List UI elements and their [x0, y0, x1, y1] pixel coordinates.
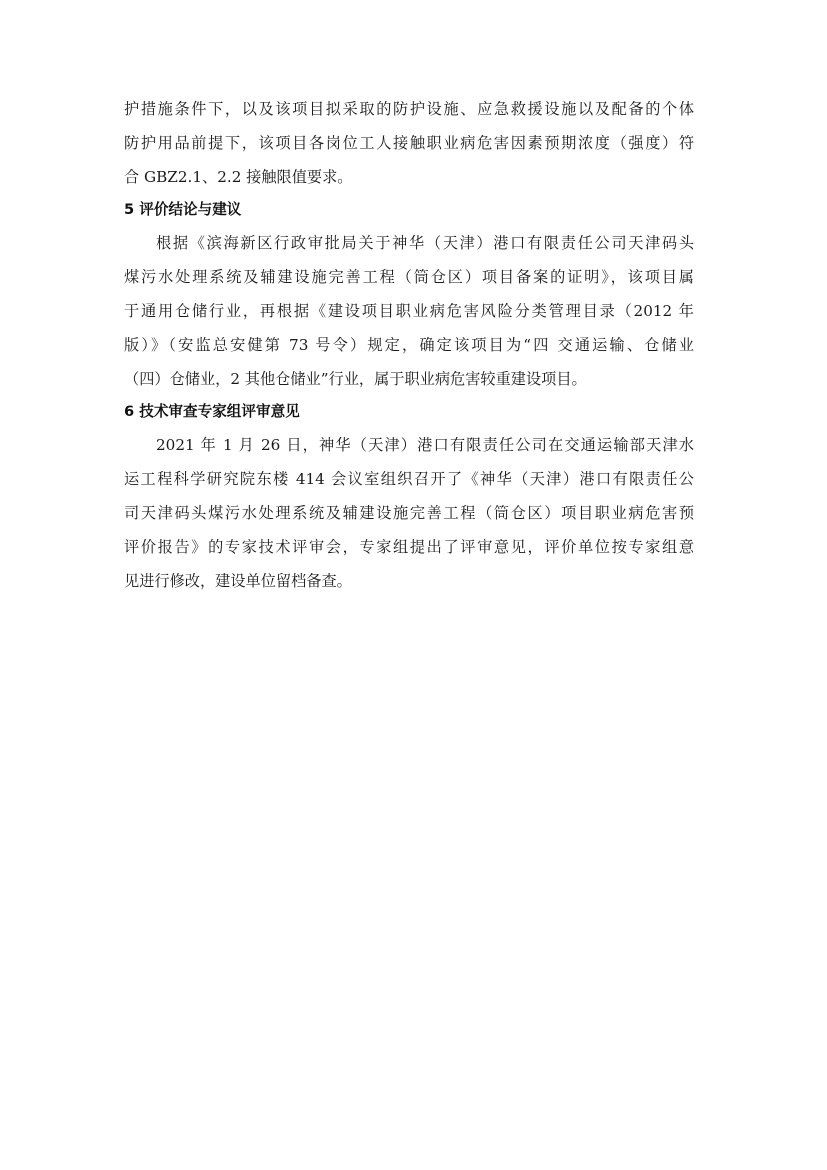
text-line: 运工程科学研究院东楼 414 会议室组织召开了《神华（天津）港口有限责任公 — [124, 470, 694, 488]
text-line: 煤污水处理系统及辅建设施完善工程（筒仓区）项目备案的证明》，该项目属 — [124, 268, 694, 286]
section-evaluation-conclusion — [124, 194, 694, 396]
text-line: 见进行修改，建设单位留档备查。 — [124, 572, 352, 590]
text-line: 防护用品前提下，该项目各岗位工人接触职业病危害因素预期浓度（强度）符 — [124, 134, 694, 152]
section-expert-review — [124, 396, 694, 598]
text-line: 合 GBZ2.1、2.2 接触限值要求。 — [124, 168, 353, 186]
text-line: （四）仓储业，2 其他仓储业”行业，属于职业病危害较重建设项目。 — [124, 370, 587, 388]
section-heading: 5 评价结论与建议 — [124, 201, 242, 218]
document-body — [124, 92, 694, 598]
text-line: 版）》（安监总安健第 73 号令）规定，确定该项目为“四 交通运输、仓储业 — [124, 336, 694, 354]
text-line: 于通用仓储行业，再根据《建设项目职业病危害风险分类管理目录（2012 年 — [124, 302, 694, 320]
text-line: 评价报告》的专家技术评审会，专家组提出了评审意见，评价单位按专家组意 — [124, 538, 694, 556]
text-line: 2021 年 1 月 26 日，神华（天津）港口有限责任公司在交通运输部天津水 — [156, 436, 694, 454]
text-line: 司天津码头煤污水处理系统及辅建设施完善工程（筒仓区）项目职业病危害预 — [124, 504, 694, 522]
paragraph-continued — [124, 92, 694, 194]
section-heading: 6 技术审查专家组评审意见 — [124, 403, 300, 420]
text-line: 根据《滨海新区行政审批局关于神华（天津）港口有限责任公司天津码头 — [156, 234, 694, 252]
text-line: 护措施条件下，以及该项目拟采取的防护设施、应急救援设施以及配备的个体 — [124, 100, 694, 118]
